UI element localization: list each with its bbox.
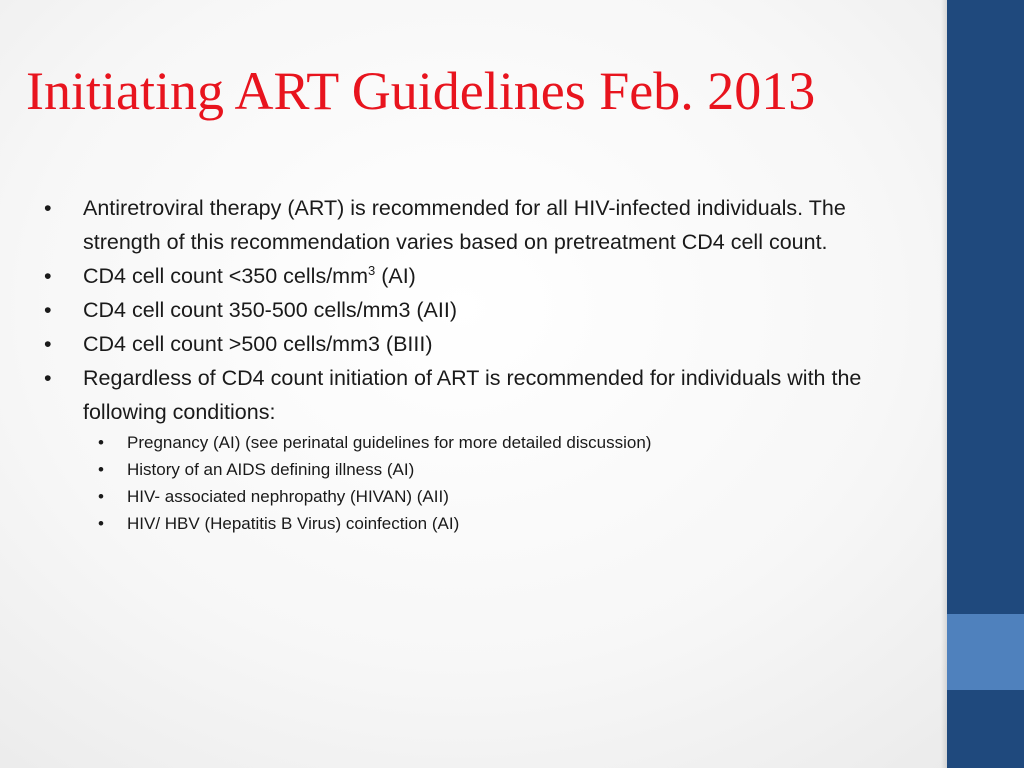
sidebar-accent-block — [947, 614, 1024, 690]
sub-bullet-item-aids-history — [83, 456, 924, 483]
sub-bullet-icon: • — [98, 514, 104, 533]
sub-bullet-icon: • — [98, 460, 104, 479]
bullet-text: CD4 cell count <350 cells/mm — [83, 264, 368, 288]
bullet-text: Antiretroviral therapy (ART) is recommended for all HIV-infected individuals. The strength of this recommendation varies based on pretreatment CD4 cell count. — [83, 196, 846, 254]
bullet-item-cd4-below-350 — [44, 259, 924, 293]
bullet-text: Regardless of CD4 count initiation of ART is recommended for individuals with the following conditions: — [83, 366, 862, 424]
bullet-list — [44, 191, 924, 537]
slide-title: Initiating ART Guidelines Feb. 2013 — [26, 61, 816, 121]
sub-bullet-text: History of an AIDS defining illness (AI) — [127, 460, 415, 479]
bullet-item-cd4-350-500 — [44, 293, 924, 327]
bullet-icon: • — [44, 196, 52, 220]
bullet-icon: • — [44, 366, 52, 390]
bullet-item-art-recommendation — [44, 191, 924, 259]
bullet-icon: • — [44, 332, 52, 356]
bullet-icon: • — [44, 264, 52, 288]
sub-bullet-text: HIV- associated nephropathy (HIVAN) (AII) — [127, 487, 449, 506]
bullet-item-cd4-above-500 — [44, 327, 924, 361]
superscript-text: 3 — [368, 262, 376, 278]
bullet-icon: • — [44, 298, 52, 322]
sub-bullet-text: Pregnancy (AI) (see perinatal guidelines for more detailed discussion) — [127, 433, 652, 452]
bullet-text: CD4 cell count >500 cells/mm3 (BIII) — [83, 332, 433, 356]
sub-bullet-text: HIV/ HBV (Hepatitis B Virus) coinfection (AI) — [127, 514, 460, 533]
sub-bullet-icon: • — [98, 433, 104, 452]
sub-bullet-icon: • — [98, 487, 104, 506]
bullet-text: CD4 cell count 350-500 cells/mm3 (AII) — [83, 298, 458, 322]
sub-bullet-item-hbv-coinfection — [83, 510, 924, 537]
bullet-text-suffix: (AI) — [375, 264, 416, 288]
sub-bullet-list — [83, 429, 924, 537]
bullet-item-regardless-of-cd4 — [44, 361, 924, 537]
sub-bullet-item-pregnancy — [83, 429, 924, 456]
slide-content — [44, 191, 924, 537]
sub-bullet-item-hivan — [83, 483, 924, 510]
